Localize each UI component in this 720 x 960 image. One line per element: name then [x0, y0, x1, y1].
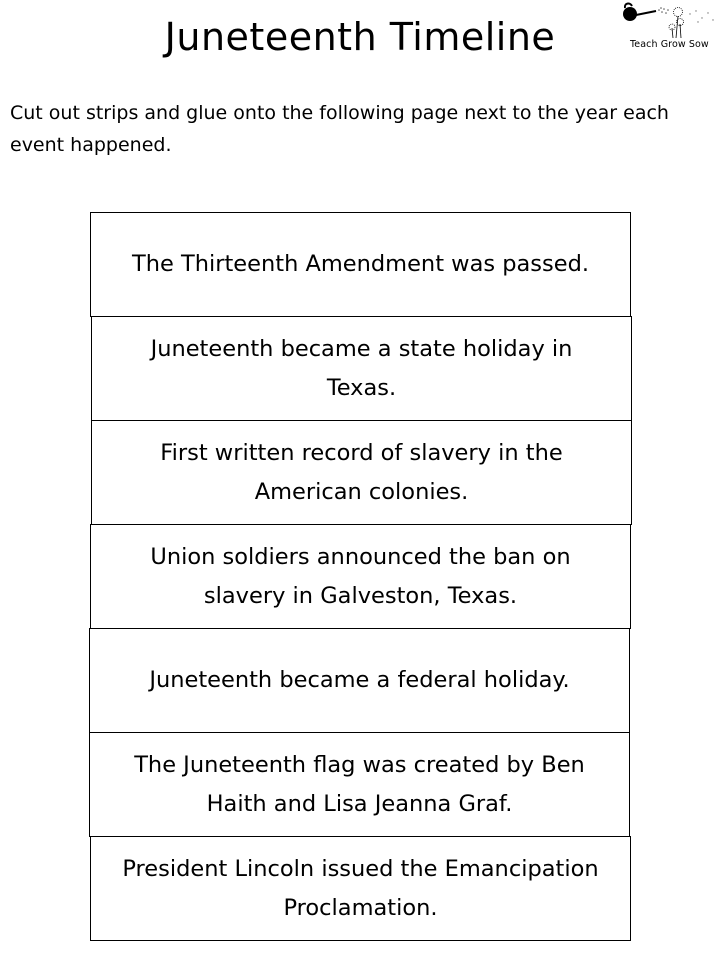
- page-title: Juneteenth Timeline: [164, 15, 556, 59]
- event-strip: Juneteenth became a federal holiday.: [89, 628, 630, 733]
- event-strip: Juneteenth became a state holiday in Texas.: [91, 316, 632, 421]
- event-strips: [90, 212, 631, 941]
- brand-logo: [618, 0, 720, 56]
- logo-text: Teach Grow Sow: [630, 39, 709, 50]
- event-strip: President Lincoln issued the Emancipation Proclamation.: [90, 836, 631, 941]
- event-strip: First written record of slavery in the American colonies.: [91, 420, 632, 525]
- instructions: Cut out strips and glue onto the following page next to the year each event happened.: [10, 102, 669, 156]
- event-strip: The Juneteenth flag was created by Ben Haith and Lisa Jeanna Graf.: [89, 732, 630, 837]
- event-strip: Union soldiers announced the ban on slavery in Galveston, Texas.: [90, 524, 631, 629]
- event-strip: The Thirteenth Amendment was passed.: [90, 212, 631, 317]
- watering-can-dandelion-icon: [618, 0, 720, 40]
